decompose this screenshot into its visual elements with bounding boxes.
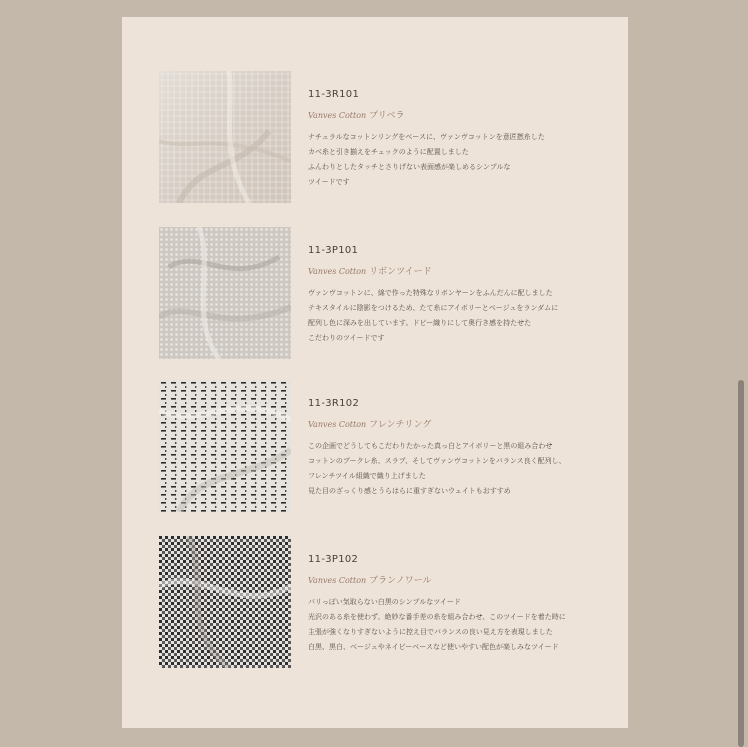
description-line: ナチュラルなコットンリングをベースに、ヴァンヴコットンを意匠撚糸した [308,133,545,141]
description-line: 光沢のある糸を使わず、絶妙な番手差の糸を組み合わせ、このツイードを着た時に [308,613,566,621]
description-line: ツイードです [308,178,350,186]
description-line: コットンのブークレ糸、スラブ、そしてヴァンヴコットンをバランス良く配列し、 [308,457,566,465]
brand-name: Vanves Cotton [308,111,367,120]
description-line: ふんわりとしたタッチとさりげない表面感が楽しめるシンプルな [308,163,511,171]
description-line: 主張が強くなりすぎないように控え目でバランスの良い見え方を表現しました [308,628,553,636]
product-name [308,108,405,121]
product-description [308,439,566,499]
product-description [308,286,558,346]
description-line: フレンチツイル組織で織り上げました [308,472,426,480]
fabric-swatch-image [159,536,291,668]
product-description [308,130,545,190]
description-line: ヴァンヴコットンに、綿で作った特殊なリボンヤーンをふんだんに配しました [308,289,553,297]
fabric-swatch-image [159,227,291,359]
product-code: 11-3R102 [308,398,360,409]
description-line: この企画でどうしてもこだわりたかった真っ白とアイボリーと黒の組み合わせ [308,442,553,450]
fabric-name: ブランノワール [369,576,432,586]
description-line: パリっぽい気取らない白黒のシンプルなツイード [308,598,461,606]
product-description [308,595,566,655]
product-code: 11-3R101 [308,89,360,100]
product-name [308,573,432,586]
product-code: 11-3P102 [308,554,359,565]
product-code: 11-3P101 [308,245,359,256]
description-line: 白黒、黒白、ベージュやネイビーベースなど使いやすい配色が楽しみなツイード [308,643,559,651]
description-line: こだわりのツイードです [308,334,385,342]
product-name [308,417,431,430]
fabric-item [159,227,619,362]
brand-name: Vanves Cotton [308,267,367,276]
fabric-name: プリベラ [369,111,405,121]
brand-name: Vanves Cotton [308,576,367,585]
fabric-swatch-image [159,380,291,512]
brand-name: Vanves Cotton [308,420,367,429]
catalog-page [122,17,628,728]
scrollbar-thumb[interactable] [738,380,744,747]
description-line: 見た目のざっくり感とうらはらに重すぎないウェイトもおすすめ [308,487,511,495]
fabric-name: リボンツイード [369,267,432,277]
description-line: テキスタイルに陰影をつけるため、たて糸にアイボリーとベージュをランダムに [308,304,559,312]
fabric-name: フレンチリング [369,420,432,430]
fabric-swatch-image [159,71,291,203]
product-name [308,264,432,277]
fabric-item [159,380,619,515]
fabric-item [159,536,619,671]
description-line: カベ糸と引き揃えをチェックのように配置しました [308,148,469,156]
fabric-item [159,71,619,206]
description-line: 配列し色に深みを出しています。ドビー織りにして奥行き感を持たせた [308,319,532,327]
